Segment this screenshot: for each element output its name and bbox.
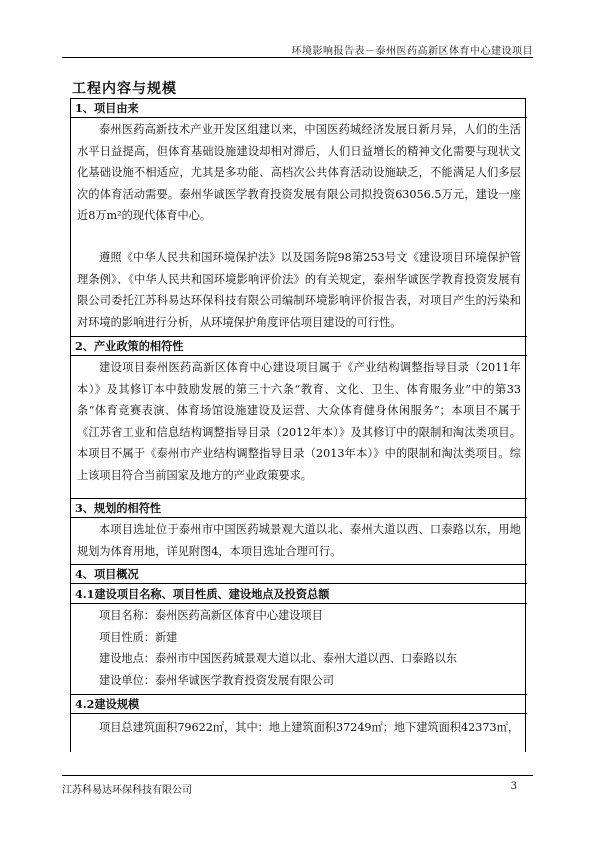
heading-overview: 4、项目概况 <box>71 565 527 584</box>
content-table <box>70 98 526 752</box>
project-name: 项目名称：泰州医药高新区体育中心建设项目 <box>99 609 323 622</box>
scale-text: 项目总建筑面积79622㎡，其中：地上建筑面积37249㎡；地下建筑面积42373㎡， <box>99 721 520 734</box>
heading-scale: 4.2建设规模 <box>71 695 527 714</box>
heading-planning: 3、规划的相符性 <box>71 499 527 518</box>
running-header: 环境影响报告表－泰州医药高新区体育中心建设项目 <box>291 46 533 57</box>
project-nature: 项目性质：新建 <box>99 630 178 644</box>
paragraph-basic-info <box>71 605 527 691</box>
paragraph-origin-1 <box>71 119 527 227</box>
paragraph-scale <box>71 717 527 739</box>
project-location: 建设地点：泰州市中国医药城景观大道以北、泰州大道以西、口泰路以东 <box>99 652 458 665</box>
header-divider <box>62 57 533 58</box>
section-title: 工程内容与规模 <box>72 81 177 97</box>
paragraph-origin-2 <box>71 247 527 333</box>
planning-text: 本项目选址位于泰州市中国医药城景观大道以北、泰州大道以西、口泰路以东，用地规划为体育用地，详见附图4，本项目选址合理可行。 <box>77 523 521 558</box>
project-unit: 建设单位：泰州华诚医学教育投资发展有限公司 <box>99 673 334 687</box>
origin-text-1: 泰州医药高新技术产业开发区组建以来，中国医药城经济发展日新月异，人们的生活水平日益提高，但体育基础设施建设却相对滞后，人们日益增长的精神文化需要与现状文化基础设施不相适应，尤其是多功能、高档次公共体育活动设施缺乏，不能满足人们多层次的体育活动需要。泰州华诚医学教育投资发展有限公司拟投资63056.5万元，建设一座近8万m²的现代体育中心。 <box>77 123 521 222</box>
footer-company: 江苏科易达环保科技有限公司 <box>62 785 192 796</box>
policy-text: 建设项目泰州医药高新区体育中心建设项目属于《产业结构调整指导目录（2011年本）》及其修订本中鼓励发展的第三十六条“教育、文化、卫生、体育服务业”中的第33条“体育竞赛表演、体育场馆设施建设及运营、大众体育健身休闲服务”；本项目不属于《江苏省工业和信息结构调整指导目录（2012年本）》及其修订中的限制和淘汰类项目。本项目不属于《泰州市产业结构调整指导目录（2013年本）》中的限制和淘汰类项目。综上该项目符合当前国家及地方的产业政策要求。 <box>77 361 521 482</box>
heading-project-origin: 1、项目由来 <box>71 99 527 118</box>
footer-divider <box>62 775 533 776</box>
heading-industry-policy: 2、产业政策的相符性 <box>71 337 527 356</box>
paragraph-planning <box>71 519 527 562</box>
origin-text-2: 遵照《中华人民共和国环境保护法》以及国务院98第253号文《建设项目环境保护管理条例》、《中华人民共和国环境影响评价法》的有关规定，泰州华诚医学教育投资发展有限公司委托江苏科易达环保科技有限公司编制环境影响评价报告表，对项目产生的污染和对环境的影响进行分析，从环境保护角度评估项目建设的可行性。 <box>77 251 521 329</box>
page-number: 3 <box>510 781 517 792</box>
paragraph-policy <box>71 357 527 486</box>
heading-basic-info: 4.1建设项目名称、项目性质、建设地点及投资总额 <box>71 585 527 604</box>
